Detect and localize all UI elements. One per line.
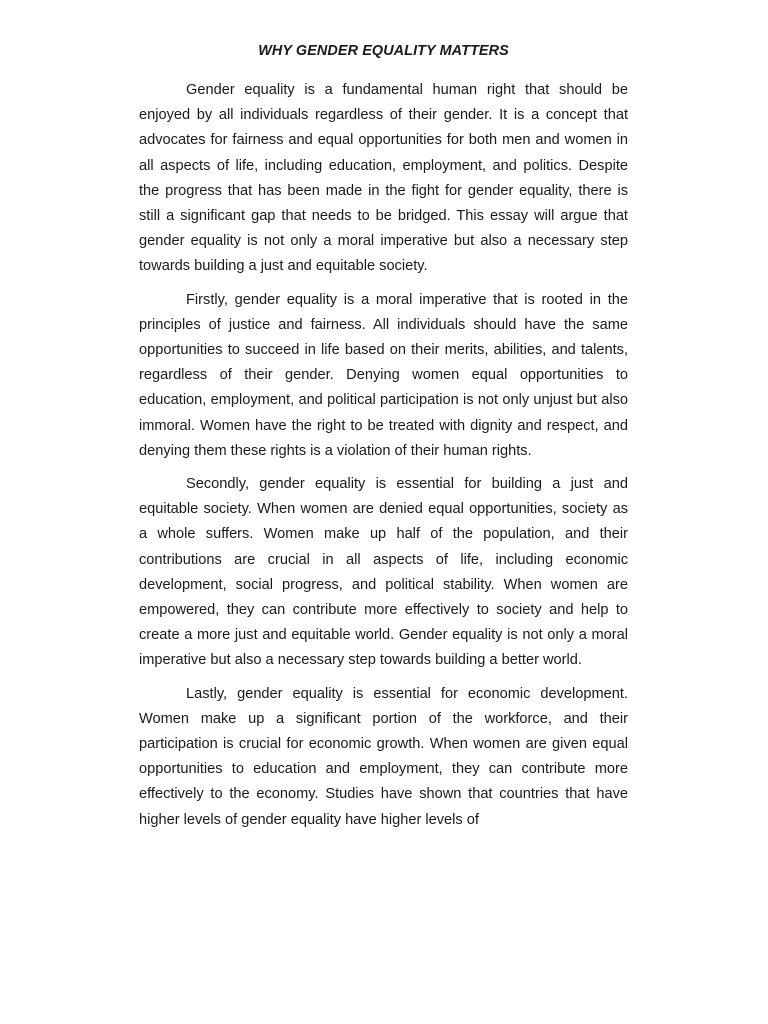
document-body — [139, 38, 628, 833]
document-title: WHY GENDER EQUALITY MATTERS — [258, 43, 509, 59]
paragraph-introduction: Gender equality is a fundamental human right that should be enjoyed by all individuals regardless of their gender. It is a concept that advocates for fairness and equal opportunities for both men and women in all aspects of life, including education, employment, and politics. Despite the progress that has been made in the fight for gender equality, there is still a significant gap that needs to be bridged. This essay will argue that gender equality is not only a moral imperative but also a necessary step towards building a just and equitable society. — [139, 82, 628, 275]
paragraph-secondly: Secondly, gender equality is essential for building a just and equitable society. When women are denied equal opportunities, society as a whole suffers. Women make up half of the population, and their contributions are crucial in all aspects of life, including economic development, social progress, and political stability. When women are empowered, they can contribute more effectively to society and help to create a more just and equitable world. Gender equality is not only a moral imperative but also a necessary step towards building a better world. — [139, 476, 628, 669]
paragraph-firstly: Firstly, gender equality is a moral imperative that is rooted in the principles of justice and fairness. All individuals should have the same opportunities to succeed in life based on their merits, abilities, and talents, regardless of their gender. Denying women equal opportunities to education, employment, and political participation is not only unjust but also immoral. Women have the right to be treated with dignity and respect, and denying them these rights is a violation of their human rights. — [139, 291, 628, 459]
paragraph-lastly: Lastly, gender equality is essential for economic development. Women make up a significant portion of the workforce, and their participation is crucial for economic growth. When women are given equal opportunities to education and employment, they can contribute more effectively to the economy. Studies have shown that countries that have higher levels of gender equality have higher levels of — [139, 685, 628, 828]
